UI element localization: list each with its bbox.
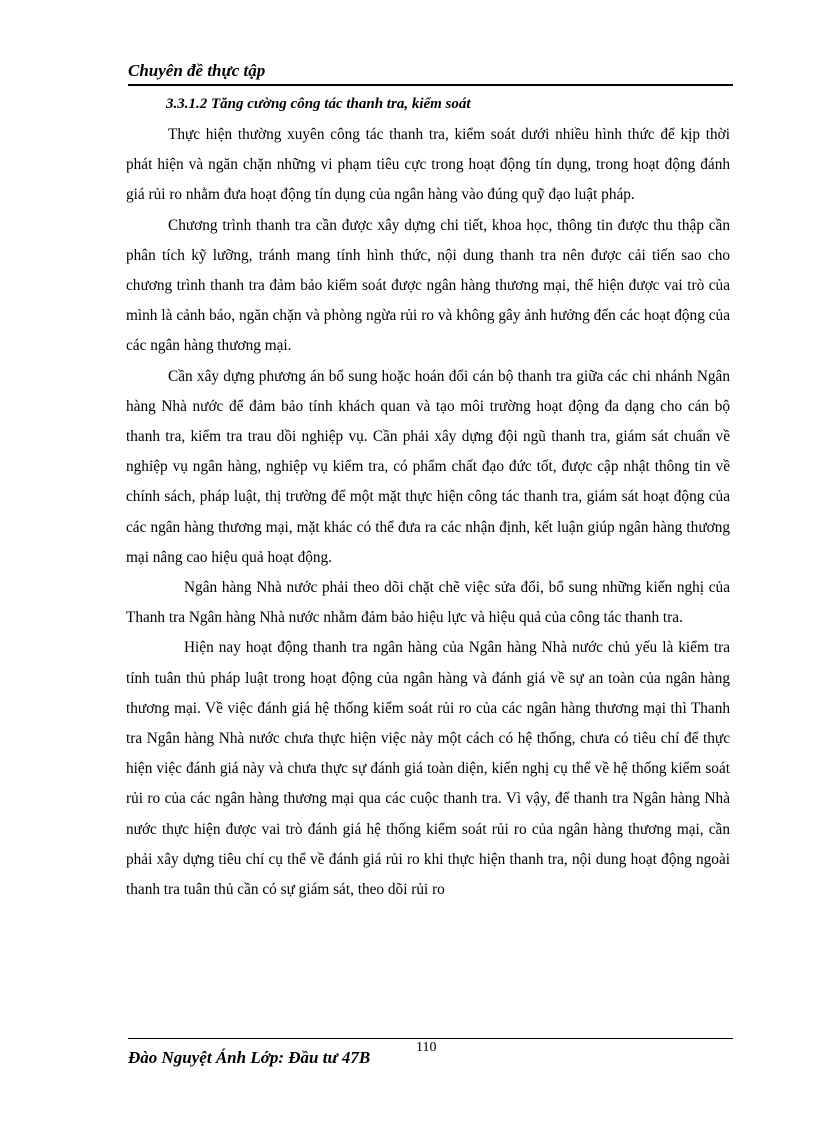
header-title: Chuyên đề thực tập <box>128 61 266 80</box>
page-number: 110 <box>416 1040 437 1055</box>
paragraph-3: Cần xây dựng phương án bổ sung hoặc hoán đổi cán bộ thanh tra giữa các chi nhánh Ngân hàng Nhà nước để đảm bảo tính khách quan và tạo môi trường hoạt động đa dạng cho cán bộ thanh tra, kiểm tra trau dồi nghiệp vụ. Cần phải xây dựng đội ngũ thanh tra, giám sát chuẩn về nghiệp vụ ngân hàng, nghiệp vụ kiểm tra, có phẩm chất đạo đức tốt, được cập nhật thông tin về chính sách, pháp luật, thị trường để một mặt thực hiện công tác thanh tra, giám sát hoạt động của các ngân hàng thương mại, mặt khác có thể đưa ra các nhận định, kết luận giúp ngân hàng thương mại nâng cao hiệu quả hoạt động. <box>126 367 730 566</box>
page-footer <box>128 1040 732 1070</box>
paragraph-1: Thực hiện thường xuyên công tác thanh tra, kiểm soát dưới nhiều hình thức để kịp thời phát hiện và ngăn chặn những vi phạm tiêu cực trong hoạt động tín dụng, trong hoạt động đánh giá rủi ro nhằm đưa hoạt động tín dụng của ngân hàng vào đúng quỹ đạo luật pháp. <box>126 126 730 204</box>
footer-author: Đào Nguyệt Ánh Lớp: Đầu tư 47B <box>128 1048 371 1067</box>
section-heading: 3.3.1.2 Tăng cường công tác thanh tra, kiểm soát <box>166 96 471 112</box>
footer-rule <box>128 1038 733 1039</box>
paragraph-5: Hiện nay hoạt động thanh tra ngân hàng của Ngân hàng Nhà nước chủ yếu là kiểm tra tính tuân thủ pháp luật trong hoạt động của ngân hàng và đánh giá về sự an toàn của ngân hàng thương mại. Về việc đánh giá hệ thống kiểm soát rủi ro của các ngân hàng thương mại thì Thanh tra Ngân hàng Nhà nước chưa thực hiện việc này một cách có hệ thống, chưa có tiêu chí để thực hiện việc đánh giá này và chưa thực sự đánh giá toàn diện, kiến nghị cụ thể về hệ thống kiểm soát rủi ro của các ngân hàng thương mại qua các cuộc thanh tra. Vì vậy, để thanh tra Ngân hàng Nhà nước thực hiện được vai trò đánh giá hệ thống kiểm soát rủi ro của ngân hàng thương mại, cần phải xây dựng tiêu chí cụ thể về đánh giá rủi ro khi thực hiện thanh tra, nội dung hoạt động ngoài thanh tra tuân thủ cần có sự giám sát, theo dõi rủi ro <box>126 639 730 899</box>
paragraph-4: Ngân hàng Nhà nước phải theo dõi chặt chẽ việc sửa đổi, bổ sung những kiến nghị của Thanh tra Ngân hàng Nhà nước nhằm đảm bảo hiệu lực và hiệu quả của công tác thanh tra. <box>126 579 730 627</box>
page-header <box>128 60 732 82</box>
paragraph-2: Chương trình thanh tra cần được xây dựng chi tiết, khoa học, thông tin được thu thập cần phân tích kỹ lưỡng, tránh mang tính hình thức, nội dung thanh tra nên được cải tiến sao cho chương trình thanh tra đảm bảo kiểm soát được ngân hàng thương mại, thể hiện được vai trò của mình là cảnh báo, ngăn chặn và phòng ngừa rủi ro và không gây ảnh hưởng đến các hoạt động của các ngân hàng thương mại. <box>126 216 730 355</box>
header-rule <box>128 84 733 86</box>
document-body <box>126 92 730 905</box>
